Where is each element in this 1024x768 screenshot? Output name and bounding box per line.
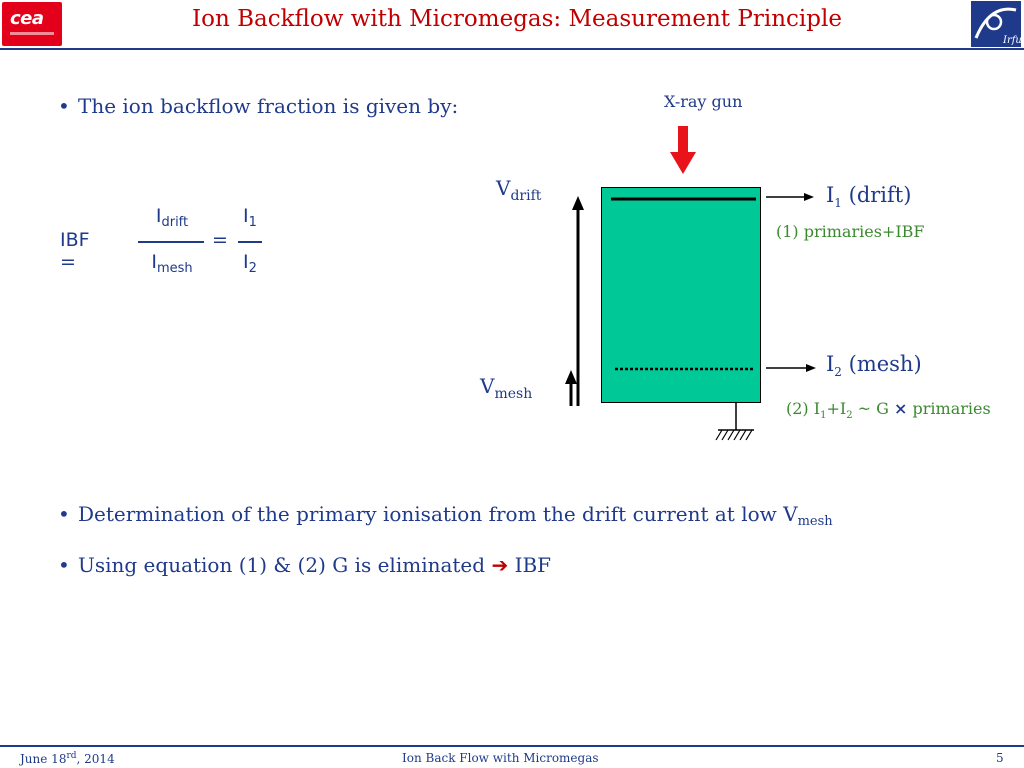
right-arrow-icon: ➔: [491, 553, 509, 577]
footer-divider: [0, 745, 1024, 747]
i2-label: $I_2$ (mesh): [826, 352, 922, 380]
page-number: 5: [996, 751, 1004, 765]
formula-equals: =: [212, 229, 228, 251]
footer-title: Ion Back Flow with Micromegas: [402, 751, 599, 765]
vmesh-arrow-icon: [565, 370, 577, 406]
i2-arrow-icon: [766, 364, 816, 372]
i1-label: $I_1$ (drift): [826, 183, 912, 211]
bullet-marker: •: [58, 502, 70, 526]
vmesh-label: $V_{mesh}$: [480, 374, 533, 402]
vdrift-arrow-icon: [572, 196, 584, 406]
equation-2-label: (2) $I_1+I_2$ ~ G × primaries: [786, 399, 991, 422]
bullet-marker: •: [58, 553, 70, 577]
irfu-logo-text: Irfu: [1003, 35, 1022, 46]
formula-lhs: IBF =: [60, 229, 90, 273]
fraction-1-numerator: $I_{drift}$: [155, 205, 189, 230]
cea-logo-text: cea: [10, 8, 44, 29]
bullet-text: The ion backflow fraction is given by:: [78, 94, 459, 118]
xray-arrow-icon: [670, 126, 696, 174]
fraction-2-numerator: $I_1$: [243, 205, 257, 230]
fraction-1-denominator: $I_{mesh}$: [151, 251, 193, 276]
fraction-2-denominator: $I_2$: [243, 251, 257, 276]
bullet-subscript: mesh: [797, 514, 833, 529]
bullet-gain-elimination: [58, 553, 551, 577]
bullet-primary-ionisation: [58, 502, 833, 529]
xray-gun-label: X-ray gun: [664, 92, 743, 111]
ground-icon: [716, 403, 754, 440]
bullet-text: Using equation (1) & (2) G is eliminated: [78, 553, 486, 577]
detector-gas-volume: [601, 187, 761, 403]
i1-arrow-icon: [766, 193, 814, 201]
footer-date: June 18rd, 2014: [20, 751, 115, 766]
vdrift-label: $V_{drift}$: [496, 176, 542, 204]
detector-electrodes: [601, 187, 761, 403]
bullet-end-text: IBF: [514, 553, 552, 577]
equation-1-label: (1) primaries+IBF: [776, 222, 925, 241]
slide-title: Ion Backflow with Micromegas: Measurement Principle: [192, 6, 842, 32]
bullet-marker: •: [58, 94, 70, 118]
bullet-text: Determination of the primary ionisation from the drift current at low V: [78, 502, 798, 526]
